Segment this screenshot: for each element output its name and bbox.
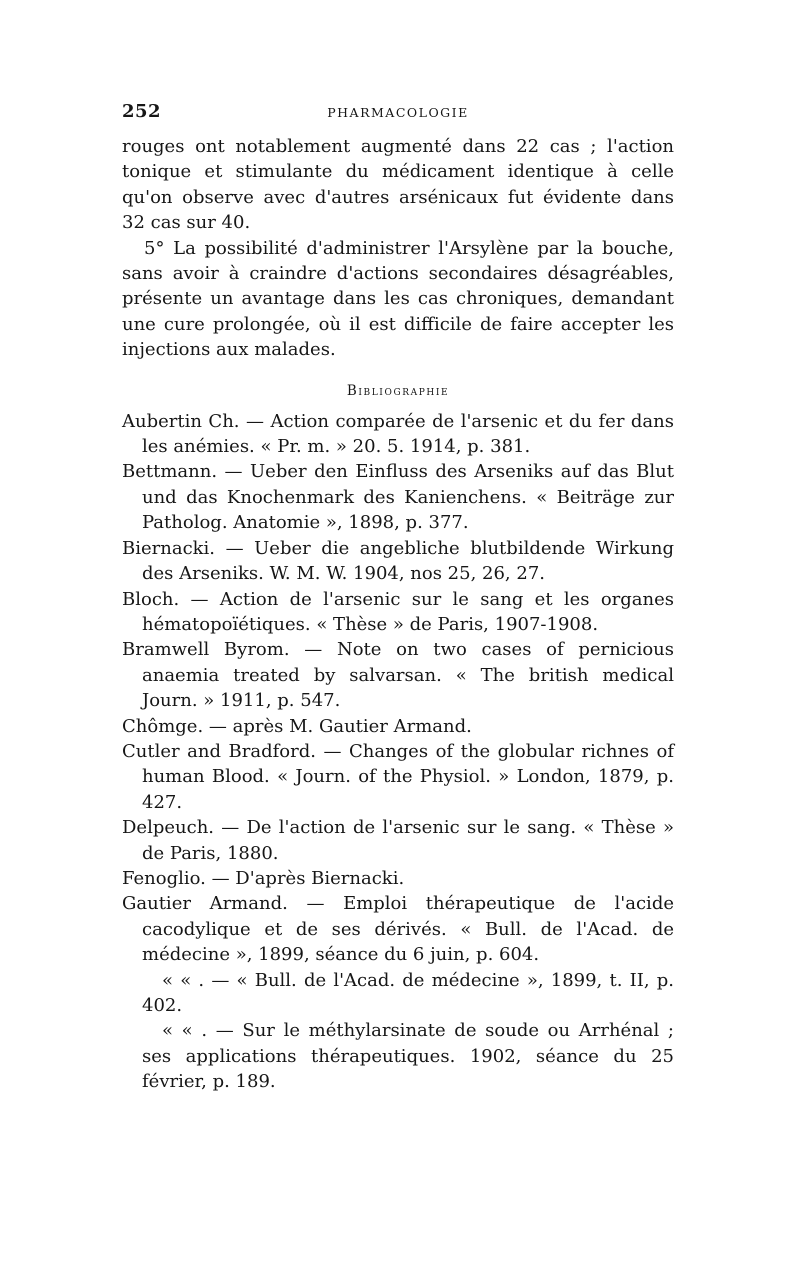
bib-entry-cutler: Cutler and Bradford. — Changes of the globular richnes of human Blood. « Journ. of the Physiol. » London, 1879, p. 427. xyxy=(122,740,674,813)
bibliography-list xyxy=(122,409,674,1095)
bib-entry-gautier-ditto-2: « « . — Sur le méthylarsinate de soude ou Arrhénal ; ses applications thérapeutiques. 1902, séance du 25 février, p. 189. xyxy=(142,1020,674,1093)
paragraph-continuation: rouges ont notablement augmenté dans 22 cas ; l'action tonique et stimulante du médicament identique à celle qu'on observe avec d'autres arsénicaux fut évidente dans 32 cas sur 40. xyxy=(122,136,674,234)
running-head xyxy=(122,100,674,134)
bib-entry-bramwell: Bramwell Byrom. — Note on two cases of pernicious anaemia treated by salvarsan. « The british medical Journ. » 1911, p. 547. xyxy=(122,639,674,712)
bib-entry-fenoglio: Fenoglio. — D'après Biernacki. xyxy=(122,867,405,889)
bib-entry-gautier-ditto-1: « « . — « Bull. de l'Acad. de médecine », 1899, t. II, p. 402. xyxy=(142,969,674,1016)
paragraph-point-5: 5° La possibilité d'administrer l'Arsylène par la bouche, sans avoir à craindre d'actions secondaires désagréables, présente un avantage dans les cas chroniques, demandant une cure prolongée, où il est difficile de faire accepter les injections aux malades. xyxy=(122,237,674,361)
bib-entry-biernacki: Biernacki. — Ueber die angebliche blutbildende Wirkung des Arseniks. W. M. W. 1904, nos 25, 26, 27. xyxy=(122,537,674,585)
bib-entry-gautier: Gautier Armand. — Emploi thérapeutique de l'acide cacodylique et de ses dérivés. « Bull. de l'Acad. de médecine », 1899, séance du 6 juin, p. 604. xyxy=(122,893,674,966)
bibliography-title: Bibliographie xyxy=(346,382,450,399)
book-page xyxy=(122,100,674,1095)
page-number: 252 xyxy=(122,101,162,122)
bib-entry-bloch: Bloch. — Action de l'arsenic sur le sang et les organes hématopoïétiques. « Thèse » de Paris, 1907-1908. xyxy=(122,588,674,635)
bib-entry-bettmann: Bettmann. — Ueber den Einfluss des Arseniks auf das Blut und das Knochenmark des Kanienchens. « Beiträge zur Patholog. Anatomie », 1898, p. 377. xyxy=(122,461,674,534)
bib-entry-aubertin: Aubertin Ch. — Action comparée de l'arsenic et du fer dans les anémies. « Pr. m. » 20. 5. 1914, p. 381. xyxy=(122,410,674,458)
bib-entry-delpeuch: Delpeuch. — De l'action de l'arsenic sur le sang. « Thèse » de Paris, 1880. xyxy=(122,817,674,864)
running-title: PHARMACOLOGIE xyxy=(327,105,469,120)
body-text xyxy=(122,134,674,363)
bib-entry-chomge: Chômge. — après M. Gautier Armand. xyxy=(122,715,472,737)
